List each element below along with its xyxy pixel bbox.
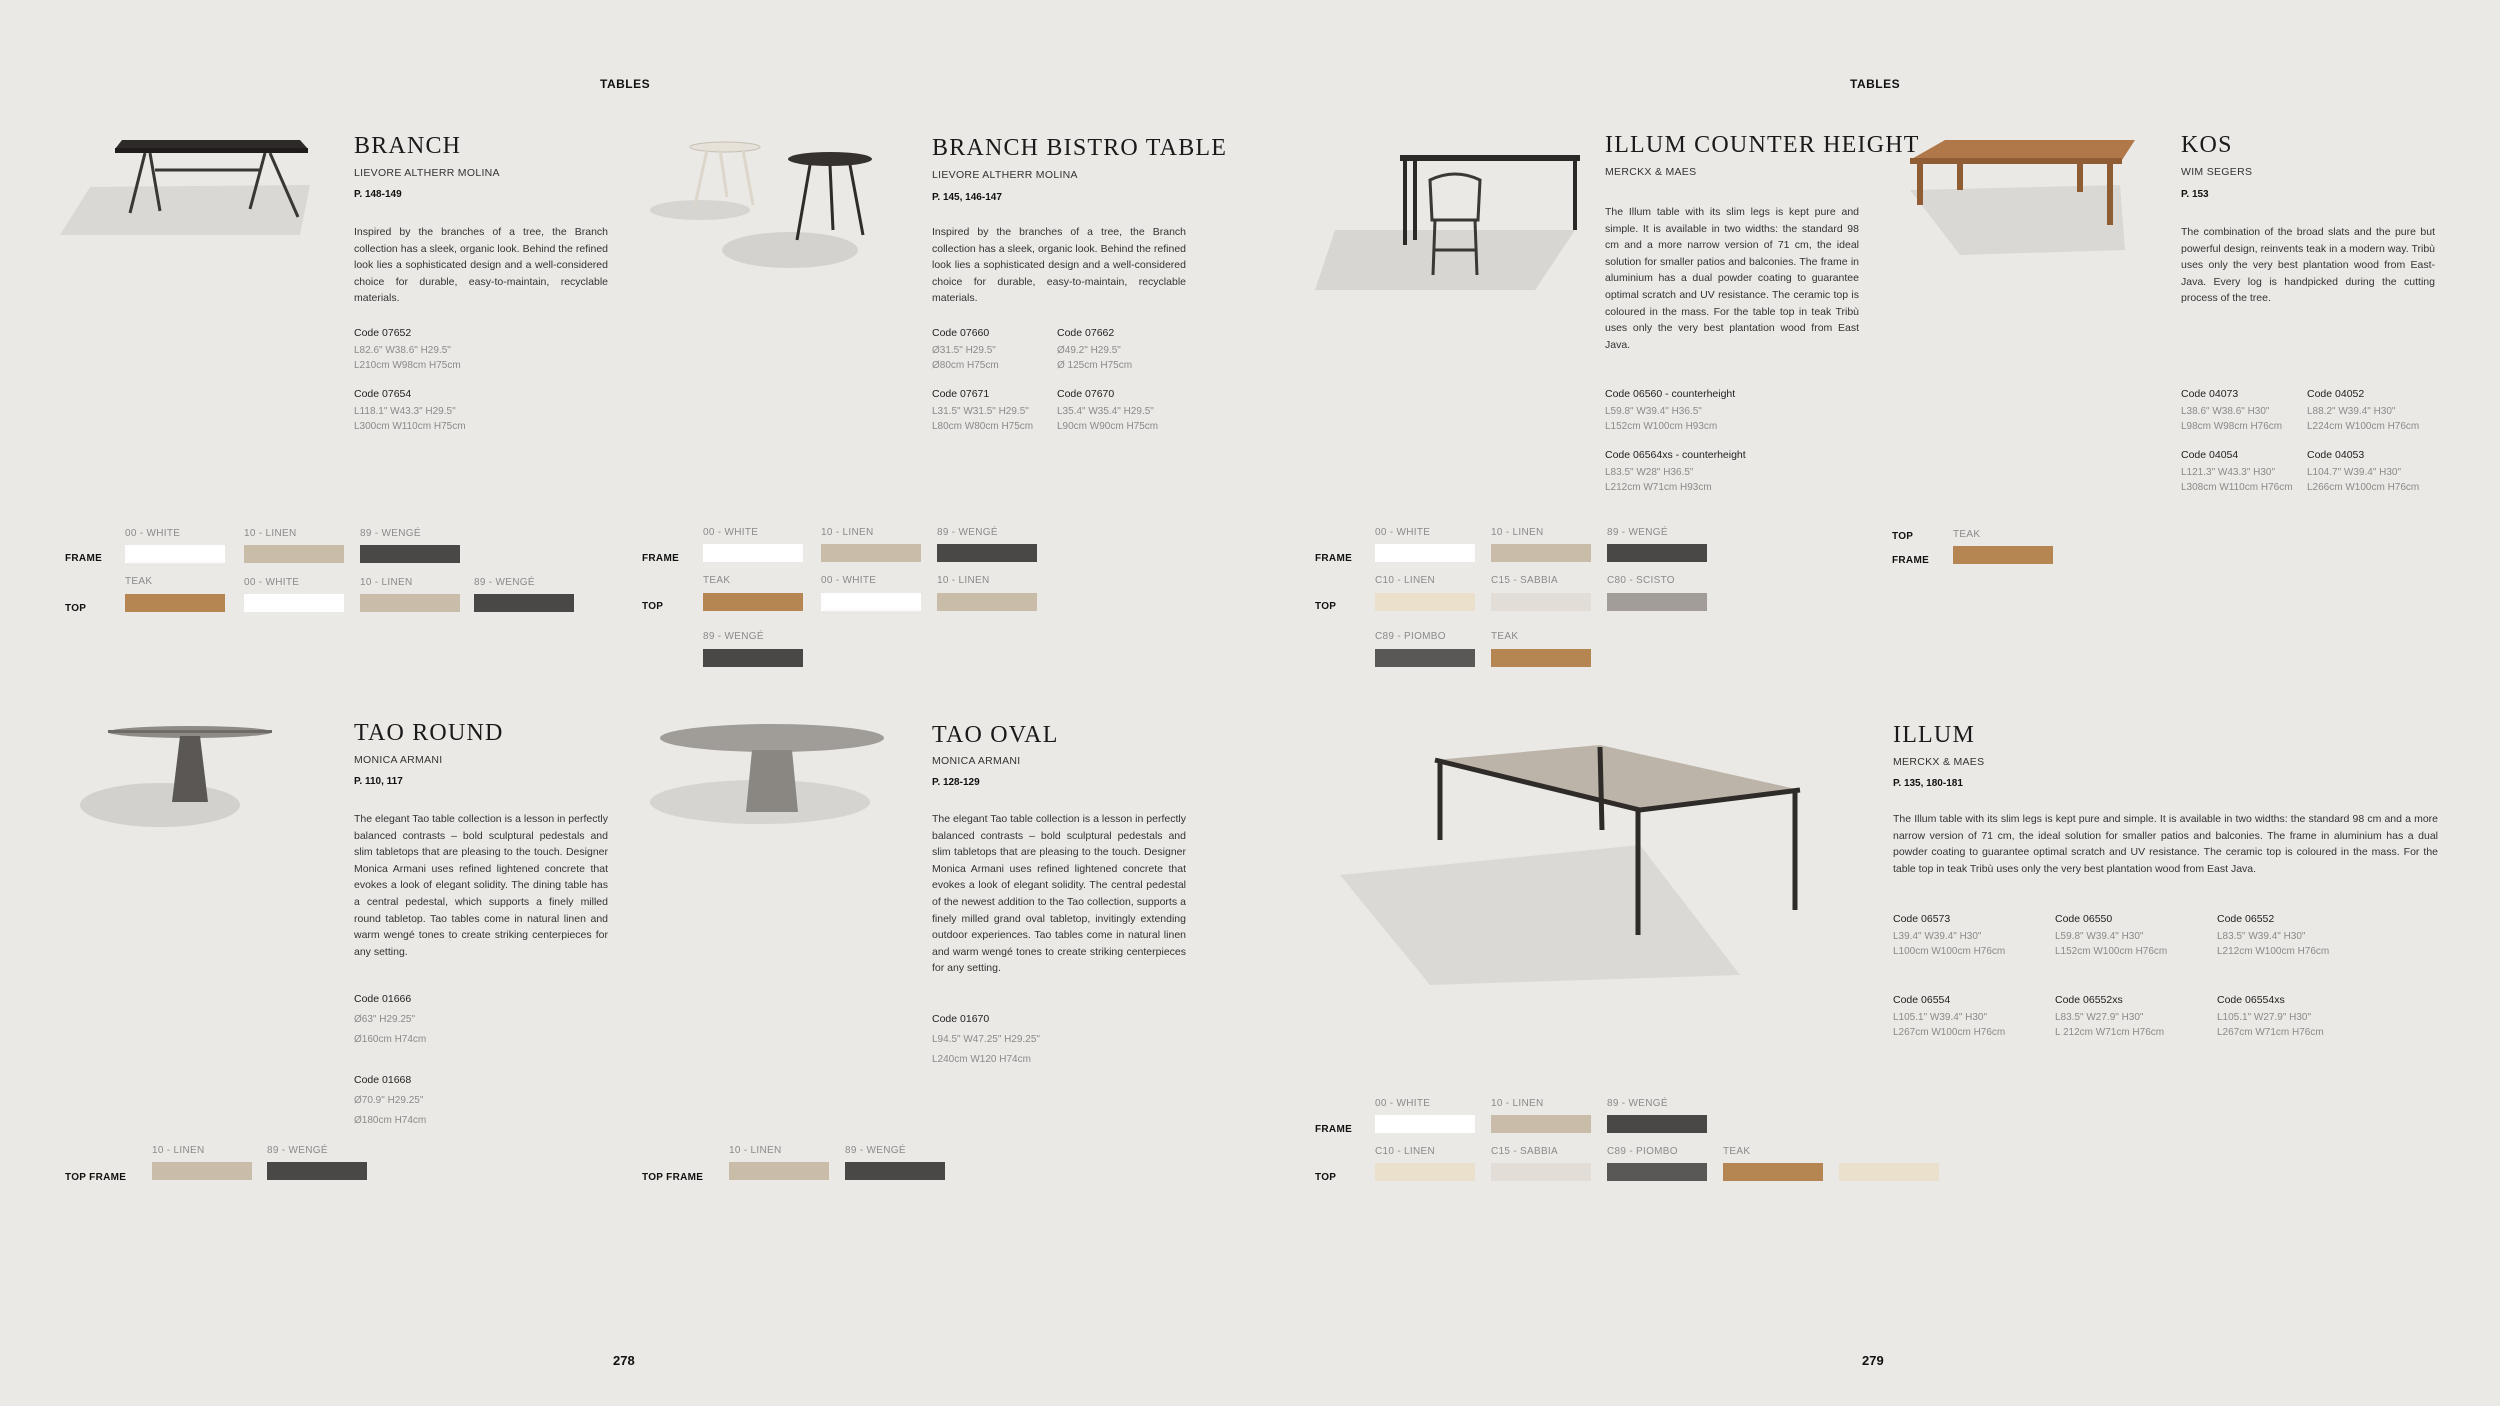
spec-block	[2181, 449, 2293, 495]
section-title-left: TABLES	[600, 77, 651, 91]
top-frame-row-label: TOP FRAME	[642, 1172, 704, 1183]
swatch-label: 89 - WENGÉ	[360, 528, 421, 539]
product-pages: P. 145, 146-147	[932, 192, 1002, 203]
spec-dims-metric: L212cm W71cm H93cm	[1605, 481, 1712, 493]
top-row-label: TOP	[642, 601, 664, 612]
swatch-label: 00 - WHITE	[821, 575, 877, 586]
product-title: BRANCH BISTRO TABLE	[932, 135, 1228, 161]
spec-dims-metric: L267cm W71cm H76cm	[2217, 1026, 2324, 1038]
swatch-teak[interactable]	[125, 594, 225, 612]
spec-dims-imperial: L59.8" W39.4" H36.5"	[1605, 406, 1702, 417]
spec-dims-metric: L90cm W90cm H75cm	[1057, 420, 1159, 432]
page-number-left: 278	[613, 1353, 635, 1368]
spec-code: Code 06560 - counterheight	[1605, 388, 1736, 400]
kos-table-image	[1900, 130, 2135, 260]
product-pages: P. 128-129	[932, 777, 980, 788]
spec-block	[2181, 388, 2282, 434]
spec-block	[932, 1013, 1040, 1070]
spec-block	[1893, 994, 2005, 1040]
spec-dims-metric: L266cm W100cm H76cm	[2307, 481, 2420, 493]
spec-code: Code 06550	[2055, 913, 2113, 925]
spec-dims-metric: L210cm W98cm H75cm	[354, 359, 461, 371]
swatch-label: C15 - SABBIA	[1491, 575, 1558, 586]
spec-code: Code 07654	[354, 388, 412, 400]
swatch-sabbia[interactable]	[1491, 1163, 1591, 1181]
spec-code: Code 07652	[354, 327, 412, 339]
spec-dims-imperial: L59.8" W39.4" H30"	[2055, 931, 2144, 942]
spec-dims-imperial: L121.3" W43.3" H30"	[2181, 467, 2276, 478]
swatch-label: 89 - WENGÉ	[937, 527, 998, 538]
swatch-label: 00 - WHITE	[1375, 527, 1431, 538]
spec-dims-metric: L98cm W98cm H76cm	[2181, 420, 2283, 432]
swatch-label: 89 - WENGÉ	[703, 631, 764, 642]
swatch-white[interactable]	[244, 594, 344, 612]
spec-dims-imperial: L105.1" W39.4" H30"	[1893, 1012, 1988, 1023]
product-designer: MERCKX & MAES	[1893, 756, 1985, 768]
swatch-white[interactable]	[125, 545, 225, 563]
swatch-label: 89 - WENGÉ	[474, 577, 535, 588]
swatch-label: 10 - LINEN	[152, 1145, 205, 1156]
spec-block	[1605, 388, 1735, 434]
spec-dims-metric: L240cm W120 H74cm	[932, 1054, 1031, 1065]
top-row-label: TOP	[65, 603, 87, 614]
illum-table-image	[1340, 735, 1810, 990]
swatch-label: 10 - LINEN	[821, 527, 874, 538]
product-pages: P. 153	[2181, 189, 2209, 200]
swatch-linen-ceramic[interactable]	[1375, 1163, 1475, 1181]
product-pages: P. 110, 117	[354, 776, 403, 787]
swatch-wenge[interactable]	[267, 1162, 367, 1180]
product-description: The Illum table with its slim legs is kept pure and simple. It is available in two widths: the standard 98 cm and a more narrow version of 71 cm, the ideal solution for smaller patios and balconies. The frame in aluminium has a dual powder coating to guarantee optimal scratch and UV resistance. The ceramic top is coloured in the mass. For the table top in teak Tribù uses only the very best plantation wood from East Java.	[1605, 206, 1859, 351]
product-description: The elegant Tao table collection is a lesson in perfectly balanced contrasts – bold sculptural pedestals and slim tabletops that are pleasing to the touch. Designer Monica Armani uses refined lightened concrete that evokes a look of elegant solidity. The central pedestal of the newest addition to the Tao collection, supports a finely milled grand oval tabletop, invitingly extending outdoor experiences. Tao tables come in natural linen and warm wengé tones to create striking centerpieces for any setting.	[932, 813, 1186, 975]
illum-counter-image	[1315, 150, 1585, 300]
swatch-piombo[interactable]	[1607, 1163, 1707, 1181]
spec-dims-metric: L100cm W100cm H76cm	[1893, 945, 2006, 957]
spec-code: Code 04073	[2181, 388, 2239, 400]
spec-code: Code 06564xs - counterheight	[1605, 449, 1746, 461]
swatch-label: 00 - WHITE	[1375, 1098, 1431, 1109]
swatch-piombo[interactable]	[1375, 649, 1475, 667]
spec-block	[932, 327, 999, 373]
product-designer: LIEVORE ALTHERR MOLINA	[932, 169, 1078, 181]
swatch-white[interactable]	[1375, 544, 1475, 562]
spec-dims-metric: L152cm W100cm H93cm	[1605, 420, 1718, 432]
swatch-wenge[interactable]	[1607, 544, 1707, 562]
product-title: TAO ROUND	[354, 720, 504, 746]
spec-code: Code 06554	[1893, 994, 1951, 1006]
spec-dims-metric: Ø80cm H75cm	[932, 359, 999, 371]
spec-dims-imperial: L118.1" W43.3" H29.5"	[354, 406, 456, 417]
spec-block	[2307, 388, 2419, 434]
top-row-label: TOP	[1315, 1172, 1337, 1183]
spec-block	[354, 1074, 426, 1131]
swatch-sand[interactable]	[1839, 1163, 1939, 1181]
spec-dims-metric: Ø 125cm H75cm	[1057, 359, 1133, 371]
swatch-label: 89 - WENGÉ	[267, 1145, 328, 1156]
swatch-label: TEAK	[703, 575, 731, 586]
swatch-label: TEAK	[1723, 1146, 1751, 1157]
branch-table-image	[60, 125, 310, 235]
spec-block	[2055, 913, 2167, 959]
swatch-label: 89 - WENGÉ	[845, 1145, 906, 1156]
product-designer: LIEVORE ALTHERR MOLINA	[354, 167, 500, 179]
frame-row-label: FRAME	[642, 553, 680, 564]
swatch-label: 00 - WHITE	[244, 577, 300, 588]
swatch-label: TEAK	[1491, 631, 1519, 642]
swatch-linen[interactable]	[244, 545, 344, 563]
swatch-label: 89 - WENGÉ	[1607, 527, 1668, 538]
spec-code: Code 04054	[2181, 449, 2239, 461]
spec-code: Code 01668	[354, 1074, 412, 1086]
spec-dims-metric: L267cm W100cm H76cm	[1893, 1026, 2006, 1038]
spec-block	[354, 327, 461, 373]
product-designer: MONICA ARMANI	[932, 755, 1021, 767]
swatch-label: 10 - LINEN	[1491, 527, 1544, 538]
spec-dims-imperial: L83.5" W28" H36.5"	[1605, 467, 1694, 478]
frame-row-label: FRAME	[65, 553, 103, 564]
tao-oval-table-image	[650, 720, 895, 830]
swatch-scisto[interactable]	[1607, 593, 1707, 611]
spec-dims-metric: L 212cm W71cm H76cm	[2055, 1026, 2165, 1038]
swatch-linen[interactable]	[360, 594, 460, 612]
swatch-wenge[interactable]	[360, 545, 460, 563]
spec-block	[932, 388, 1033, 434]
tao-round-table-image	[80, 720, 310, 830]
swatch-linen-ceramic[interactable]	[1375, 593, 1475, 611]
swatch-label: 10 - LINEN	[1491, 1098, 1544, 1109]
spec-dims-imperial: Ø70.9" H29.25"	[354, 1095, 424, 1106]
spec-code: Code 04053	[2307, 449, 2365, 461]
frame-row-label: FRAME	[1892, 555, 1930, 566]
swatch-label: 00 - WHITE	[125, 528, 181, 539]
swatch-linen[interactable]	[821, 544, 921, 562]
top-row-label: TOP	[1892, 531, 1914, 542]
product-designer: MONICA ARMANI	[354, 754, 443, 766]
spec-block	[2307, 449, 2419, 495]
swatch-teak[interactable]	[1491, 649, 1591, 667]
page-number-right: 279	[1862, 1353, 1884, 1368]
spec-dims-imperial: L35.4" W35.4" H29.5"	[1057, 406, 1154, 417]
spec-dims-metric: L308cm W110cm H76cm	[2181, 481, 2293, 493]
spec-dims-metric: L212cm W100cm H76cm	[2217, 945, 2330, 957]
swatch-label: C15 - SABBIA	[1491, 1146, 1558, 1157]
top-row-label: TOP	[1315, 601, 1337, 612]
spec-code: Code 06573	[1893, 913, 1951, 925]
spec-dims-imperial: Ø63" H29.25"	[354, 1014, 416, 1025]
frame-row-label: FRAME	[1315, 553, 1353, 564]
product-description: The elegant Tao table collection is a lesson in perfectly balanced contrasts – bold sculptural pedestals and slim tabletops that are pleasing to the touch. Designer Monica Armani uses refined lightened concrete that evokes a look of elegant solidity. The dining table has a central pedestal, which supports a finely milled round tabletop. Tao tables come in natural linen and warm wengé tones to create striking centerpieces for any setting.	[354, 813, 608, 958]
spec-block	[354, 388, 466, 434]
bistro-table-image	[645, 135, 885, 270]
product-description: Inspired by the branches of a tree, the Branch collection has a sleek, organic look. Behind the refined look lies a sophisticated design and a well-considered choice for durable, easy-to-maintain, recyclable materials.	[932, 226, 1186, 305]
swatch-linen[interactable]	[729, 1162, 829, 1180]
spec-dims-imperial: L104.7" W39.4" H30"	[2307, 467, 2402, 478]
product-designer: MERCKX & MAES	[1605, 166, 1697, 178]
spec-dims-imperial: Ø49.2" H29.5"	[1057, 345, 1121, 356]
swatch-label: C89 - PIOMBO	[1375, 631, 1446, 642]
spec-dims-imperial: L82.6" W38.6" H29.5"	[354, 345, 451, 356]
top-frame-row-label: TOP FRAME	[65, 1172, 127, 1183]
swatch-label: C80 - SCISTO	[1607, 575, 1675, 586]
spec-code: Code 06554xs	[2217, 994, 2285, 1006]
swatch-linen[interactable]	[1491, 544, 1591, 562]
spec-code: Code 06552xs	[2055, 994, 2123, 1006]
swatch-label: 10 - LINEN	[729, 1145, 782, 1156]
spec-code: Code 06552	[2217, 913, 2275, 925]
product-description: The combination of the broad slats and the pure but powerful design, reinvents teak in a modern way. Tribù uses only the very best plantation wood from East-Java. Every log is handpicked during the cutting process of the tree.	[2181, 226, 2435, 305]
swatch-teak[interactable]	[1723, 1163, 1823, 1181]
product-description: Inspired by the branches of a tree, the Branch collection has a sleek, organic look. Behind the refined look lies a sophisticated design and a well-considered choice for durable, easy-to-maintain, recyclable materials.	[354, 226, 608, 305]
swatch-teak[interactable]	[1953, 546, 2053, 564]
spec-block	[2055, 994, 2164, 1040]
swatch-linen[interactable]	[937, 593, 1037, 611]
swatch-white[interactable]	[821, 593, 921, 611]
swatch-label: 10 - LINEN	[937, 575, 990, 586]
swatch-label: 89 - WENGÉ	[1607, 1098, 1668, 1109]
product-pages: P. 148-149	[354, 189, 402, 200]
section-title-right: TABLES	[1850, 77, 1901, 91]
swatch-wenge[interactable]	[1607, 1115, 1707, 1133]
product-title: KOS	[2181, 132, 2233, 158]
spec-block	[2217, 994, 2324, 1040]
spec-code: Code 01666	[354, 993, 412, 1005]
swatch-label: C10 - LINEN	[1375, 575, 1435, 586]
product-title: ILLUM COUNTER HEIGHT	[1605, 132, 1920, 158]
spec-dims-metric: L224cm W100cm H76cm	[2307, 420, 2420, 432]
spec-code: Code 04052	[2307, 388, 2365, 400]
spec-dims-imperial: L83.5" W27.9" H30"	[2055, 1012, 2144, 1023]
spec-block	[2217, 913, 2329, 959]
spec-dims-metric: Ø160cm H74cm	[354, 1034, 427, 1045]
spec-block	[1057, 327, 1132, 373]
spec-dims-imperial: L39.4" W39.4" H30"	[1893, 931, 1982, 942]
swatch-wenge[interactable]	[937, 544, 1037, 562]
spec-block	[354, 993, 426, 1050]
spec-dims-imperial: Ø31.5" H29.5"	[932, 345, 996, 356]
spec-dims-imperial: L94.5" W47.25" H29.25"	[932, 1034, 1040, 1045]
spec-dims-metric: Ø180cm H74cm	[354, 1115, 427, 1126]
spec-dims-metric: L80cm W80cm H75cm	[932, 420, 1034, 432]
swatch-white[interactable]	[1375, 1115, 1475, 1133]
swatch-label: 00 - WHITE	[703, 527, 759, 538]
swatch-label: 10 - LINEN	[244, 528, 297, 539]
spec-block	[1605, 449, 1746, 495]
swatch-linen[interactable]	[152, 1162, 252, 1180]
product-designer: WIM SEGERS	[2181, 166, 2253, 178]
spec-code: Code 01670	[932, 1013, 990, 1025]
swatch-label: TEAK	[125, 576, 153, 587]
product-title: BRANCH	[354, 133, 462, 159]
spec-dims-imperial: L38.6" W38.6" H30"	[2181, 406, 2270, 417]
spec-block	[1057, 388, 1158, 434]
spec-dims-metric: L300cm W110cm H75cm	[354, 420, 466, 432]
swatch-white[interactable]	[703, 544, 803, 562]
swatch-sabbia[interactable]	[1491, 593, 1591, 611]
product-description: The Illum table with its slim legs is kept pure and simple. It is available in two widths: the standard 98 cm and a more narrow version of 71 cm, the ideal solution for smaller patios and balconies. The frame in aluminium has a dual powder coating to guarantee optimal scratch and UV resistance. The ceramic top is coloured in the mass. For the table top in teak Tribù uses only the very best plantation wood from East Java.	[1893, 813, 2438, 875]
product-title: TAO OVAL	[932, 722, 1059, 748]
swatch-wenge[interactable]	[845, 1162, 945, 1180]
spec-dims-metric: L152cm W100cm H76cm	[2055, 945, 2168, 957]
swatch-wenge[interactable]	[703, 649, 803, 667]
spec-block	[1893, 913, 2005, 959]
product-title: ILLUM	[1893, 722, 1975, 748]
spec-code: Code 07660	[932, 327, 990, 339]
spec-dims-imperial: L83.5" W39.4" H30"	[2217, 931, 2306, 942]
spec-dims-imperial: L88.2" W39.4" H30"	[2307, 406, 2396, 417]
spec-code: Code 07670	[1057, 388, 1115, 400]
swatch-teak[interactable]	[703, 593, 803, 611]
swatch-label: TEAK	[1953, 529, 1981, 540]
frame-row-label: FRAME	[1315, 1124, 1353, 1135]
spec-dims-imperial: L31.5" W31.5" H29.5"	[932, 406, 1029, 417]
product-pages: P. 135, 180-181	[1893, 778, 1963, 789]
swatch-label: C89 - PIOMBO	[1607, 1146, 1678, 1157]
spec-code: Code 07662	[1057, 327, 1115, 339]
spec-code: Code 07671	[932, 388, 990, 400]
swatch-wenge[interactable]	[474, 594, 574, 612]
swatch-label: 10 - LINEN	[360, 577, 413, 588]
swatch-label: C10 - LINEN	[1375, 1146, 1435, 1157]
spec-dims-imperial: L105.1" W27.9" H30"	[2217, 1012, 2312, 1023]
swatch-linen[interactable]	[1491, 1115, 1591, 1133]
